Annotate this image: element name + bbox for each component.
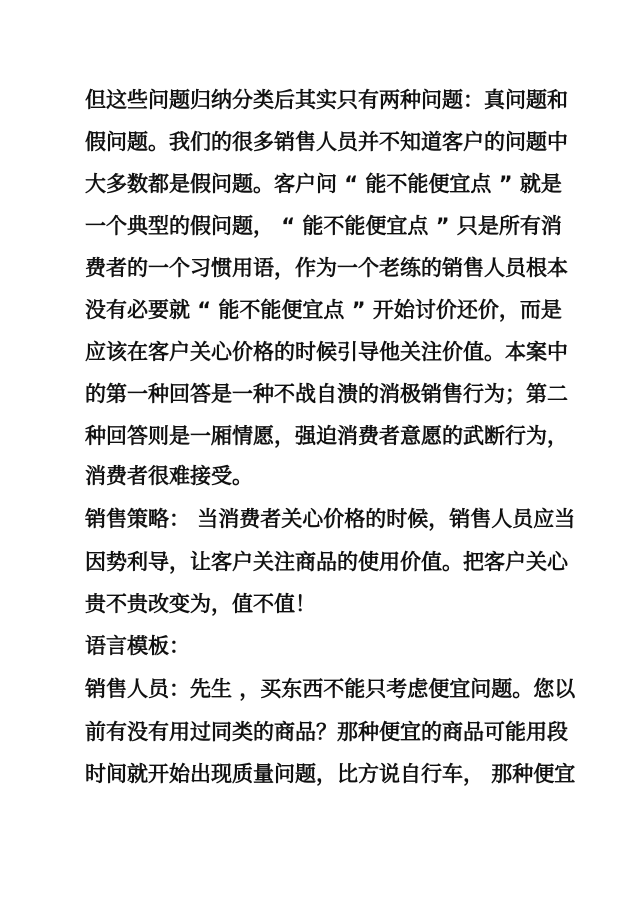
text-line: 大多数都是假问题。客户问 “ 能不能便宜点 ” 就是 (85, 172, 562, 196)
text-line: 销售策略： 当消费者关心价格的时候，销售人员应当 (85, 507, 576, 531)
text-line: 语言模板： (85, 634, 190, 658)
text-line: 时间就开始出现质量问题，比方说自行车， 那种便宜 (85, 762, 576, 786)
text-line: 一个典型的假问题， “ 能不能便宜点 ” 只是所有消 (85, 214, 562, 238)
text-line: 假问题。我们的很多销售人员并不知道客户的问题中 (85, 130, 568, 154)
text-line: 的第一种回答是一种不战自溃的消极销售行为；第二 (85, 382, 568, 406)
text-line: 销售人员：先生 ，买东西不能只考虑便宜问题。您以 (85, 677, 576, 701)
text-line: 消费者很难接受。 (85, 464, 253, 488)
text-line: 没有必要就 “ 能不能便宜点 ” 开始讨价还价，而是 (85, 298, 562, 322)
text-line: 贵不贵改变为，值不值！ (85, 592, 316, 616)
text-line: 但这些问题归纳分类后其实只有两种问题：真问题和 (85, 88, 568, 112)
text-line: 费者的一个习惯用语，作为一个老练的销售人员根本 (85, 256, 568, 280)
text-line: 因势利导，让客户关注商品的使用价值。把客户关心 (85, 550, 568, 574)
text-line: 前有没有用过同类的商品？那种便宜的商品可能用段 (85, 720, 568, 744)
text-line: 应该在客户关心价格的时候引导他关注价值。本案中 (85, 340, 568, 364)
text-line: 种回答则是一厢情愿，强迫消费者意愿的武断行为， (85, 424, 568, 448)
